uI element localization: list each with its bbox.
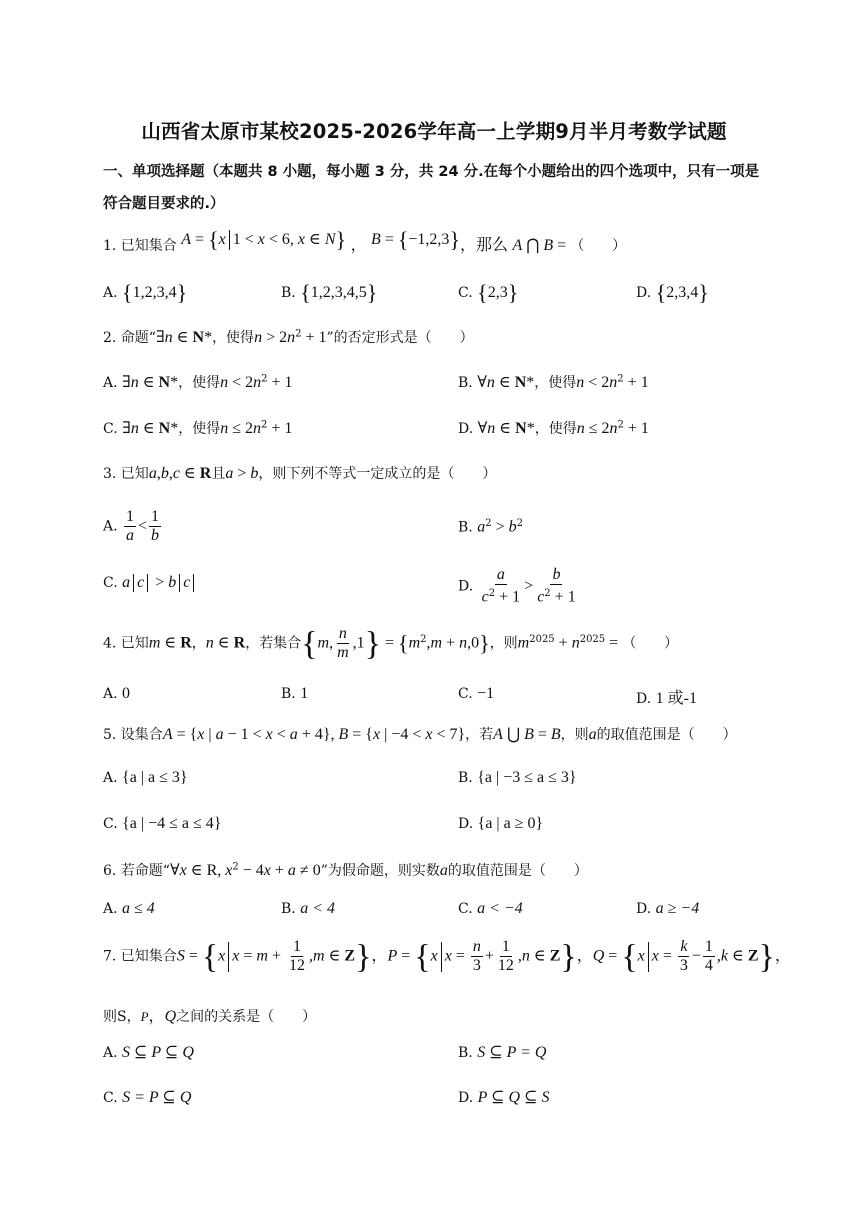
question-3: 3. 已知a,b,c ∈ R且a > b，则下列不等式一定成立的是（ ） bbox=[103, 465, 497, 482]
option-7-a[interactable]: A. S ⊆ P ⊆ Q bbox=[103, 1044, 194, 1061]
section-heading: 一、单项选择题（本题共 8 小题，每小题 3 分，共 24 分.在每个小题给出的四个选项中，只有一项是符合题目要求的.） bbox=[103, 164, 760, 212]
option-2-d[interactable]: D. ∀n ∈ N*，使得$n \le 2n^2 + 1$ bbox=[458, 419, 649, 437]
question-2: 2. 命题“∃n ∈ N*，使得$n > 2n^2 + 1$”的否定形式是（ ） bbox=[103, 328, 474, 346]
question-4: 4. 已知m ∈ R，n ∈ R，若集合{m, $\frac{n}{m}$ $,1\} = \{m^2,m + n,0\}$，则$m^{2025} + n^{2025}$ = （ ） bbox=[103, 625, 679, 663]
option-7-b[interactable]: B. S ⊆ P = Q bbox=[458, 1044, 547, 1061]
option-5-d[interactable]: D. {a | a ≥ 0} bbox=[458, 815, 544, 832]
option-3-c[interactable]: C. a c > b c bbox=[103, 574, 197, 592]
question-7-line-2: 则S，P，Q之间的关系是（ ） bbox=[103, 1008, 317, 1025]
question-5: 5. 设集合A = {x | a − 1 < x < a + 4}, B = {x | −4 < x < 7}，若A ⋃ B = B，则a的取值范围是（ ） bbox=[103, 726, 737, 743]
option-1-c[interactable]: C. {2,3} bbox=[458, 280, 519, 305]
option-7-d[interactable]: D. P ⊆ Q ⊆ S bbox=[458, 1089, 550, 1106]
question-6: 6. 若命题“∀x ∈ R, $x^2 - 4x + a \ne 0$”为假命题，则实数a的取值范围是（ ） bbox=[103, 861, 588, 879]
option-3-b[interactable]: B. $a^2 > b^2$ bbox=[458, 518, 523, 536]
option-5-a[interactable]: A. {a | a ≤ 3} bbox=[103, 769, 188, 786]
option-5-c[interactable]: C. {a | −4 ≤ a ≤ 4} bbox=[103, 815, 222, 832]
option-7-c[interactable]: C. S = P ⊆ Q bbox=[103, 1089, 192, 1106]
page-title: 山西省太原市某校2025-2026学年高一上学期9月半月考数学试题 bbox=[141, 120, 727, 143]
option-3-d[interactable]: D. $\frac{a}{c^2 + 1}$ > $\frac{b}{c^2 + 1}$ bbox=[458, 566, 576, 606]
question-1: 1. 已知集合 A = {x 1 < x < 6, x ∈ N} ， B = {−1,2,3}，那么 A ⋂ B = （ ） bbox=[103, 227, 627, 254]
option-2-c[interactable]: C. ∃n ∈ N*，使得$n \le 2n^2 + 1$ bbox=[103, 419, 293, 437]
option-6-a[interactable]: A. a ≤ 4 bbox=[103, 900, 155, 917]
question-7: 7. 已知集合S = {x x = m + $\frac{1}{12}$ ,m ∈ Z}，P = {x x = $\frac{n}{3}$ + $\frac{1}{12}$ ,n ∈ Z}，Q = {x x = $\frac{k}{3}$ − $\frac{1}{4}$ ,k ∈ Z}， bbox=[103, 938, 791, 976]
option-6-b[interactable]: B. a < 4 bbox=[281, 900, 335, 917]
option-4-d[interactable]: D. 1 或-1 bbox=[636, 690, 697, 707]
option-3-a[interactable]: A. $\frac{1}{a}$ < $\frac{1}{b}$ bbox=[103, 508, 160, 544]
option-1-d[interactable]: D. {2,3,4} bbox=[636, 280, 709, 305]
option-5-b[interactable]: B. {a | −3 ≤ a ≤ 3} bbox=[458, 769, 577, 786]
option-2-a[interactable]: A. ∃n ∈ N*，使得$n < 2n^2 + 1$ bbox=[103, 373, 293, 391]
option-1-b[interactable]: B. {1,2,3,4,5} bbox=[281, 280, 378, 305]
option-4-a[interactable]: A. 0 bbox=[103, 685, 131, 702]
option-6-c[interactable]: C. a < −4 bbox=[458, 900, 523, 917]
option-2-b[interactable]: B. ∀n ∈ N*，使得$n < 2n^2 + 1$ bbox=[458, 373, 649, 391]
option-1-a[interactable]: A. {1,2,3,4} bbox=[103, 280, 188, 305]
option-4-b[interactable]: B. 1 bbox=[281, 685, 309, 702]
option-6-d[interactable]: D. a ≥ −4 bbox=[636, 900, 700, 917]
option-4-c[interactable]: C. −1 bbox=[458, 685, 495, 702]
